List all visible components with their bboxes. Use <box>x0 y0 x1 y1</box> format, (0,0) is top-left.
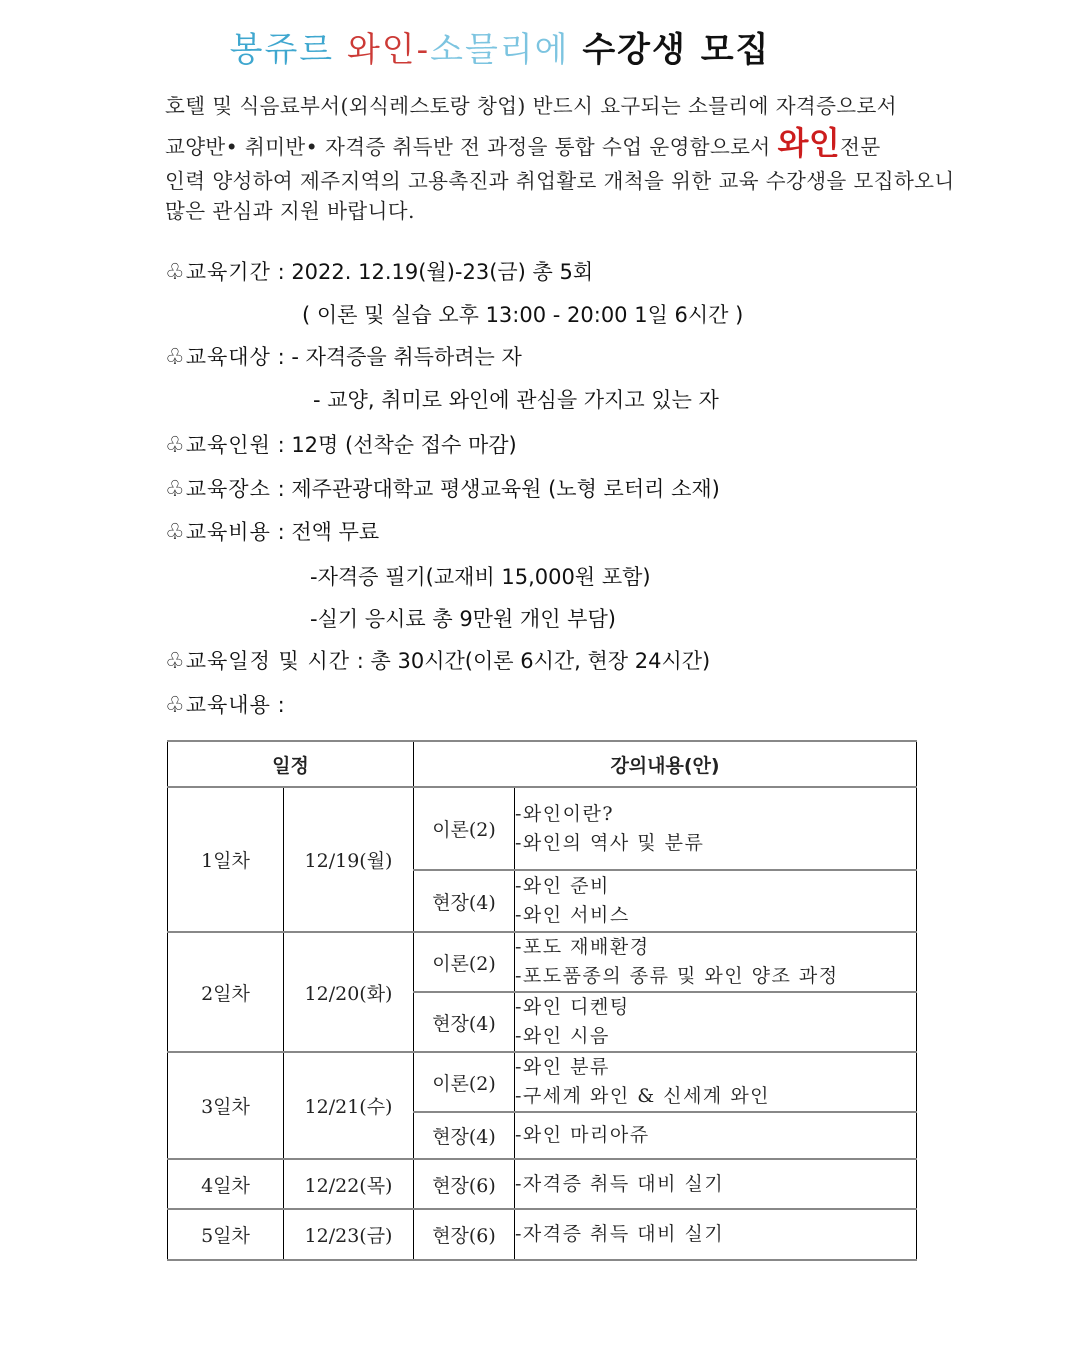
info-content-label: 교육내용 <box>185 693 271 717</box>
info-target-sub: - 교양, 취미로 와인에 관심을 가지고 있는 자 <box>313 388 719 412</box>
day-date: 12/19(월) <box>284 787 414 932</box>
info-capacity-value: : 12명 (선착순 접수 마감) <box>270 433 517 457</box>
content-item: -와인 준비 <box>515 875 610 897</box>
session-content <box>515 1159 917 1209</box>
session-type: 이론(2) <box>414 787 515 870</box>
club-icon: ♧ <box>165 693 185 718</box>
day-date: 12/20(화) <box>284 932 414 1052</box>
info-schedule-value: : 총 30시간(이론 6시간, 현장 24시간) <box>350 649 711 673</box>
session-content <box>515 992 917 1052</box>
schedule-table <box>167 740 917 1261</box>
content-item: -구세계 와인 & 신세계 와인 <box>515 1085 771 1107</box>
table-row <box>168 1052 917 1112</box>
info-capacity-label: 교육인원 <box>185 433 271 457</box>
day-date: 12/23(금) <box>284 1209 414 1260</box>
table-row <box>168 787 917 870</box>
day-date: 12/21(수) <box>284 1052 414 1159</box>
info-place-value: : 제주관광대학교 평생교육원 (노형 로터리 소재) <box>270 477 720 501</box>
info-capacity <box>165 429 517 459</box>
session-type: 현장(6) <box>414 1209 515 1260</box>
info-target-value: : - 자격증을 취득하려는 자 <box>270 345 522 369</box>
table-header-row <box>168 741 917 787</box>
info-period <box>165 256 593 286</box>
table-row <box>168 1209 917 1260</box>
info-place-label: 교육장소 <box>185 477 271 501</box>
session-content <box>515 932 917 992</box>
header-schedule: 일정 <box>168 741 414 787</box>
session-type: 현장(4) <box>414 992 515 1052</box>
session-type: 현장(4) <box>414 1112 515 1159</box>
session-content <box>515 870 917 932</box>
info-period-label: 교육기간 <box>185 260 271 284</box>
intro-line-1: 호텔 및 식음료부서(외식레스토랑 창업) 반드시 요구되는 소믈리에 자격증으로서 <box>165 94 897 118</box>
content-item: -자격증 취득 대비 실기 <box>515 1172 725 1195</box>
page-title <box>0 22 1000 71</box>
intro-line-2-end: 전문 <box>840 135 881 159</box>
day-label: 2일차 <box>168 932 284 1052</box>
info-period-sub: ( 이론 및 실습 오후 13:00 - 20:00 1일 6시간 ) <box>302 303 744 327</box>
club-icon: ♧ <box>165 477 185 502</box>
info-cost-sub-2: -실기 응시료 총 9만원 개인 부담) <box>310 607 616 631</box>
club-icon: ♧ <box>165 649 185 674</box>
intro-wine-highlight: 와인 <box>777 124 841 162</box>
header-content: 강의내용(안) <box>414 741 917 787</box>
day-label: 3일차 <box>168 1052 284 1159</box>
session-type: 이론(2) <box>414 1052 515 1112</box>
content-item: -포도품종의 종류 및 와인 양조 과정 <box>515 965 839 987</box>
club-icon: ♧ <box>165 345 185 370</box>
title-bonjour: 봉쥬르 <box>229 30 347 70</box>
club-icon: ♧ <box>165 260 185 285</box>
info-cost <box>165 516 379 546</box>
title-recruit: 수강생 모집 <box>582 30 771 70</box>
day-date: 12/22(목) <box>284 1159 414 1209</box>
info-content <box>165 689 285 719</box>
info-target-label: 교육대상 <box>185 345 271 369</box>
session-content <box>515 1112 917 1159</box>
content-item: -와인 시음 <box>515 1025 610 1047</box>
table-row <box>168 1159 917 1209</box>
content-item: -와인 마리아쥬 <box>515 1124 650 1146</box>
info-cost-label: 교육비용 <box>185 520 271 544</box>
table-row <box>168 932 917 992</box>
content-item: -와인 서비스 <box>515 904 630 926</box>
title-sommelier: 소믈리에 <box>430 30 583 70</box>
content-item: -와인의 역사 및 분류 <box>515 831 705 854</box>
day-label: 1일차 <box>168 787 284 932</box>
info-period-value: : 2022. 12.19(월)-23(금) 총 5회 <box>270 260 594 284</box>
info-cost-value: : 전액 무료 <box>270 520 380 544</box>
club-icon: ♧ <box>165 520 185 545</box>
club-icon: ♧ <box>165 433 185 458</box>
session-type: 현장(6) <box>414 1159 515 1209</box>
intro-line-2 <box>165 125 975 166</box>
day-label: 4일차 <box>168 1159 284 1209</box>
intro-line-2-text: 교양반• 취미반• 자격증 취득반 전 과정을 통합 수업 운영함으로서 <box>165 135 778 159</box>
info-content-value: : <box>270 693 285 717</box>
session-type: 현장(4) <box>414 870 515 932</box>
session-type: 이론(2) <box>414 932 515 992</box>
session-content <box>515 1209 917 1260</box>
day-label: 5일차 <box>168 1209 284 1260</box>
session-content <box>515 1052 917 1112</box>
intro-line-4: 많은 관심과 지원 바랍니다. <box>165 199 415 223</box>
content-item: -자격증 취득 대비 실기 <box>515 1223 725 1245</box>
title-wine: 와인- <box>346 30 431 70</box>
intro-line-3: 인력 양성하여 제주지역의 고용촉진과 취업활로 개척을 위한 교육 수강생을 모집하오니 <box>165 169 955 193</box>
content-item: -포도 재배환경 <box>515 936 650 958</box>
content-item: -와인 분류 <box>515 1056 610 1078</box>
content-item: -와인 디켄팅 <box>515 996 630 1018</box>
info-schedule <box>165 645 710 675</box>
info-target <box>165 341 522 371</box>
info-place <box>165 473 720 503</box>
info-cost-sub-1: -자격증 필기(교재비 15,000원 포함) <box>310 565 651 589</box>
info-schedule-label: 교육일정 및 시간 <box>185 649 351 673</box>
session-content <box>515 787 917 870</box>
content-item: -와인이란? <box>515 802 615 825</box>
intro-paragraph <box>165 88 975 226</box>
